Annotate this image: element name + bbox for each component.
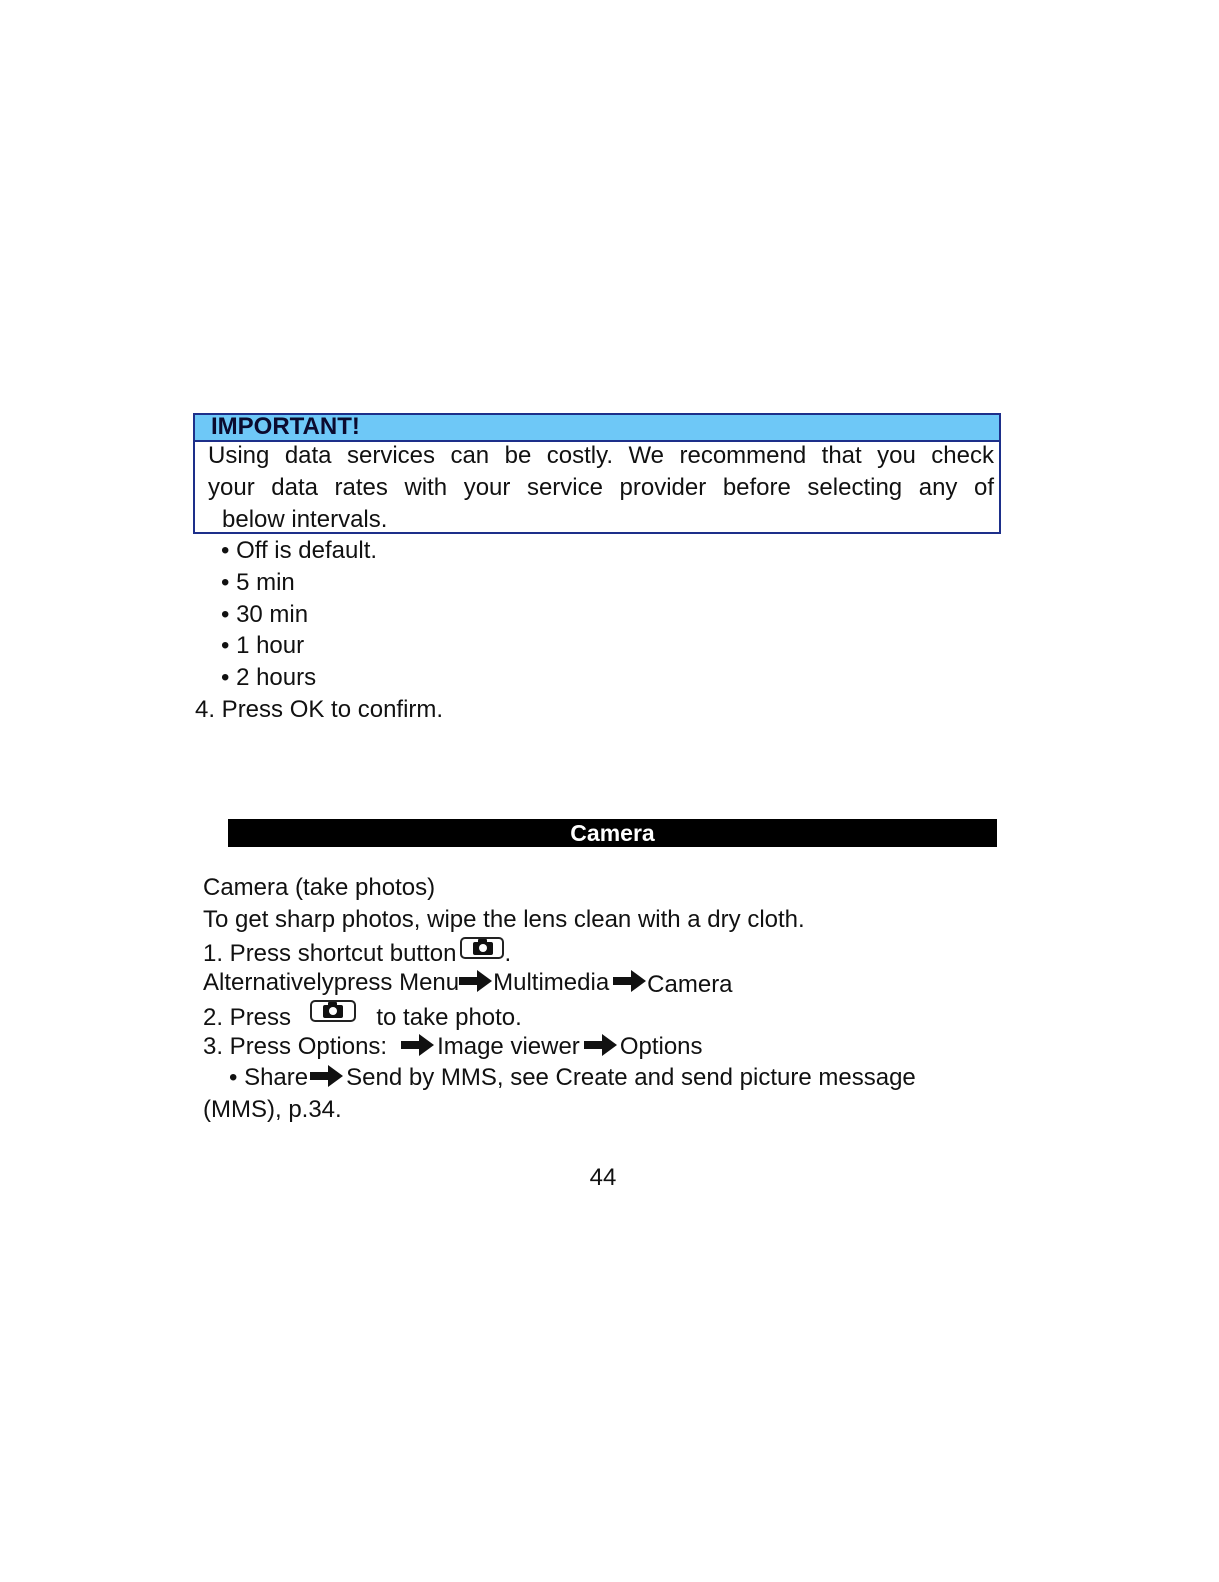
- section-title: Camera: [570, 820, 655, 846]
- important-text-line-1: Using data services can be costly. We recommend that you check: [208, 442, 994, 469]
- step-1-suffix: .: [504, 940, 512, 967]
- right-arrow-icon: [310, 1064, 344, 1088]
- list-item: • 5 min: [221, 569, 295, 596]
- share-prefix: • Share: [229, 1064, 309, 1091]
- right-arrow-icon: [401, 1033, 435, 1057]
- important-title: IMPORTANT!: [211, 413, 360, 440]
- step-1-line: [203, 937, 511, 969]
- right-arrow-icon: [459, 969, 493, 993]
- share-line: [229, 1063, 916, 1093]
- camera-tip: To get sharp photos, wipe the lens clean with a dry cloth.: [203, 906, 805, 933]
- step-3-options: Options: [619, 1033, 703, 1060]
- list-item: • Off is default.: [221, 537, 378, 564]
- right-arrow-icon: [584, 1033, 618, 1057]
- right-arrow-icon: [613, 969, 647, 993]
- section-header-bar: [228, 819, 997, 847]
- camera-icon: [310, 1000, 356, 1022]
- step-3-image-viewer: Image viewer: [437, 1033, 580, 1060]
- important-text-line-3: below intervals.: [222, 506, 388, 533]
- camera-icon: [460, 937, 504, 959]
- step-3-prefix: 3. Press Options:: [203, 1033, 388, 1060]
- camera-subtitle: Camera (take photos): [203, 874, 436, 901]
- important-text-line-2: your data rates with your service provider before selecting any of: [208, 474, 994, 501]
- important-notice-box: [193, 413, 1001, 534]
- alt-prefix: Alternativelypress Menu: [203, 969, 460, 996]
- list-item: • 1 hour: [221, 632, 305, 659]
- step-2-line: [203, 1000, 522, 1033]
- list-item: • 2 hours: [221, 664, 317, 691]
- list-item: • 30 min: [221, 601, 309, 628]
- step-3-line: [203, 1032, 703, 1062]
- alt-multimedia: Multimedia: [493, 969, 610, 996]
- step-2-suffix: to take photo.: [376, 1004, 522, 1031]
- share-rest: Send by MMS, see Create and send picture message: [346, 1064, 916, 1091]
- step-2-prefix: 2. Press: [203, 1004, 292, 1031]
- important-header: [195, 415, 999, 442]
- page-number: 44: [589, 1164, 617, 1191]
- step-1-prefix: 1. Press shortcut button: [203, 940, 457, 967]
- share-continuation: (MMS), p.34.: [203, 1096, 342, 1123]
- step-4-text: 4. Press OK to confirm.: [195, 696, 444, 723]
- alternative-path-line: [203, 968, 733, 998]
- alt-camera: Camera: [647, 971, 733, 998]
